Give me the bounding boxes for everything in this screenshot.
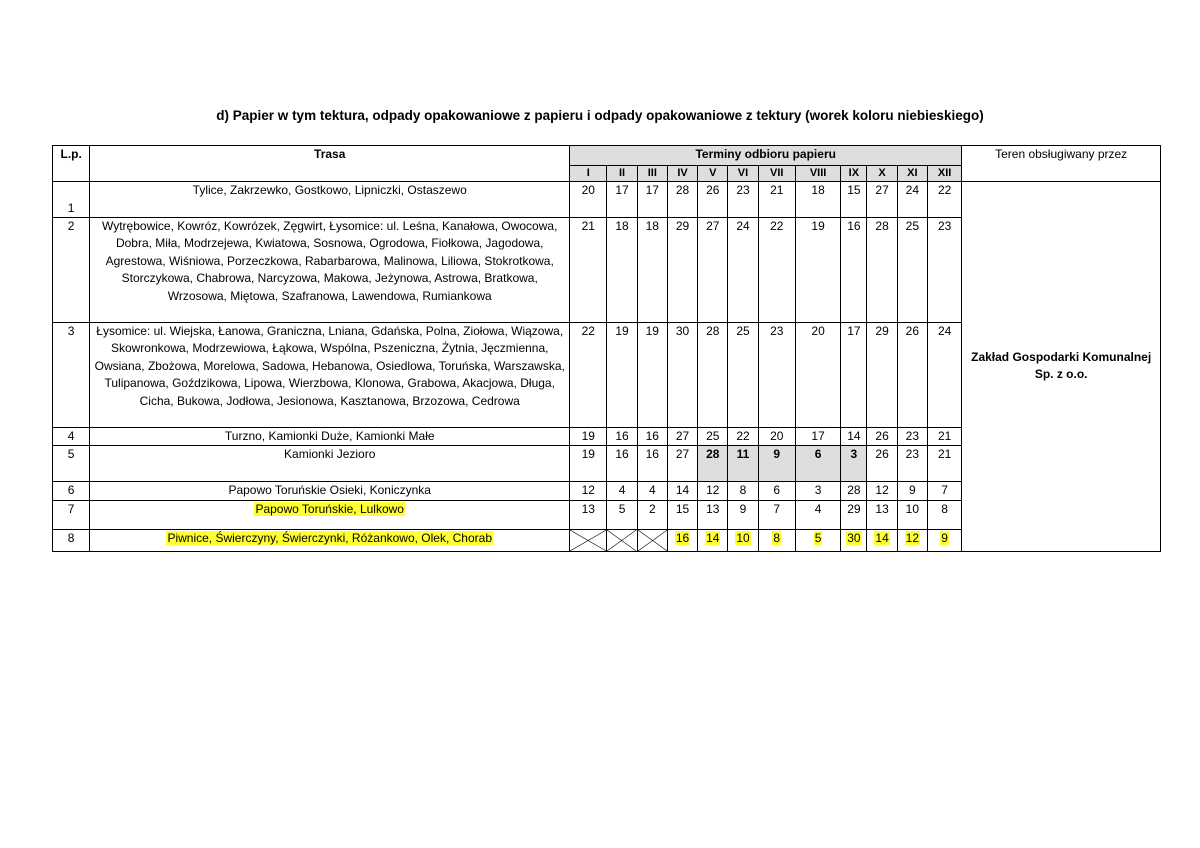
crossed-out-cell: [570, 529, 607, 551]
date-cell: [667, 529, 697, 551]
row-number: 5: [53, 446, 90, 482]
date-cell: [667, 500, 697, 529]
date-value: 23: [770, 324, 784, 338]
date-cell: [867, 500, 897, 529]
date-value: 18: [645, 219, 659, 233]
date-cell: [607, 500, 637, 529]
header-terminy: Terminy odbioru papieru: [570, 146, 962, 166]
date-cell: [841, 500, 867, 529]
date-value: 23: [736, 183, 750, 197]
date-cell: [667, 482, 697, 500]
route-text: Wytrębowice, Kowróz, Kowrózek, Zęgwirt, Łysomice: ul. Leśna, Kanałowa, Owocowa, Dobra, Miła, Modrzejewa, Kwiatowa, Sosnowa, Ogrodowa, Fiołkowa, Jagodowa, Agrestowa, Wiśniowa, Porzeczkowa, Rabarbarowa, Malinowa, Liliowa, Stokrotkowa, Storczykowa, Chabrowa, Narcyzowa, Makowa, Jeżynowa, Astrowa, Bratkowa, Wrzosowa, Miętowa, Szafranowa, Lawendowa, Rumiankowa: [102, 219, 558, 303]
month-header: VI: [728, 166, 758, 182]
date-cell: [897, 428, 927, 446]
date-value: 19: [645, 324, 659, 338]
date-value: 23: [905, 429, 919, 443]
date-value: 10: [736, 530, 750, 545]
date-cell: [795, 218, 840, 323]
date-value: 25: [905, 219, 919, 233]
row-number: 4: [53, 428, 90, 446]
date-value: 21: [770, 183, 784, 197]
date-value: 28: [706, 447, 720, 462]
page-title: d) Papier w tym tektura, odpady opakowaniowe z papieru i odpady opakowaniowe z tektury (worek koloru niebieskiego): [216, 108, 984, 123]
date-value: 17: [811, 429, 825, 443]
month-header: II: [607, 166, 637, 182]
crossed-out-cell: [637, 529, 667, 551]
date-value: 7: [773, 501, 781, 516]
date-value: 26: [875, 429, 889, 443]
date-value: 16: [645, 429, 659, 443]
date-cell: [728, 218, 758, 323]
date-cell: [728, 482, 758, 500]
date-value: 29: [675, 219, 690, 233]
date-cell: [897, 323, 927, 428]
date-cell: [728, 323, 758, 428]
date-value: 29: [847, 501, 861, 516]
row-number: 8: [53, 529, 90, 551]
date-value: 26: [875, 447, 889, 462]
date-value: 22: [770, 219, 784, 233]
header-lp: L.p.: [53, 146, 90, 182]
date-cell: [897, 482, 927, 500]
date-value: 8: [739, 483, 747, 498]
date-value: 27: [675, 429, 690, 443]
date-cell: [698, 323, 728, 428]
date-value: 12: [875, 483, 889, 498]
date-cell: [667, 446, 697, 482]
date-cell: [637, 323, 667, 428]
date-cell: [867, 428, 897, 446]
cross-mark: [570, 530, 606, 551]
date-cell: [795, 323, 840, 428]
date-value: 6: [773, 483, 781, 498]
date-value: 20: [581, 183, 595, 197]
table-row: [53, 182, 1161, 218]
date-cell: [698, 529, 728, 551]
date-cell: [795, 500, 840, 529]
month-header: V: [698, 166, 728, 182]
date-cell: [758, 323, 795, 428]
row-number: 2: [53, 218, 90, 323]
date-value: 12: [581, 483, 595, 498]
date-value: 22: [581, 324, 595, 338]
route-cell: [90, 428, 570, 446]
date-value: 25: [736, 324, 750, 338]
date-value: 17: [615, 183, 629, 197]
cross-mark: [638, 530, 667, 551]
date-value: 24: [937, 324, 952, 338]
date-cell: [867, 182, 897, 218]
date-value: 25: [706, 429, 720, 443]
date-value: 29: [875, 324, 889, 338]
date-value: 28: [875, 219, 889, 233]
date-cell: [698, 446, 728, 482]
header-trasa: Trasa: [90, 146, 570, 182]
date-cell: [570, 323, 607, 428]
date-value: 23: [905, 447, 919, 462]
date-value: 17: [645, 183, 659, 197]
date-cell: [758, 428, 795, 446]
date-cell: [728, 428, 758, 446]
route-cell: [90, 323, 570, 428]
date-value: 18: [615, 219, 629, 233]
date-value: 8: [941, 501, 948, 516]
route-cell: [90, 529, 570, 551]
date-value: 21: [581, 219, 595, 233]
date-cell: [795, 182, 840, 218]
date-cell: [897, 218, 927, 323]
month-header: VII: [758, 166, 795, 182]
date-cell: [841, 323, 867, 428]
date-cell: [927, 529, 961, 551]
date-cell: [927, 482, 961, 500]
date-value: 27: [675, 447, 690, 462]
date-cell: [570, 446, 607, 482]
date-value: 30: [675, 324, 690, 338]
date-cell: [758, 500, 795, 529]
date-value: 13: [875, 501, 889, 516]
date-cell: [570, 482, 607, 500]
date-cell: [867, 529, 897, 551]
date-cell: [728, 529, 758, 551]
route-text: Papowo Toruńskie, Lulkowo: [255, 501, 404, 516]
date-value: 12: [706, 483, 720, 498]
date-cell: [758, 482, 795, 500]
date-cell: [897, 182, 927, 218]
cross-mark: [607, 530, 636, 551]
date-value: 19: [581, 447, 595, 462]
month-header: I: [570, 166, 607, 182]
route-cell: [90, 218, 570, 323]
row-number: 1: [53, 182, 90, 218]
header-teren: Teren obsługiwany przez: [962, 146, 1161, 182]
date-value: 7: [941, 483, 948, 498]
date-cell: [867, 218, 897, 323]
month-header: III: [637, 166, 667, 182]
route-text: Tylice, Zakrzewko, Gostkowo, Lipniczki, Ostaszewo: [192, 183, 467, 197]
date-cell: [927, 500, 961, 529]
date-value: 9: [739, 501, 747, 516]
route-text: Łysomice: ul. Wiejska, Łanowa, Graniczna, Lniana, Gdańska, Polna, Ziołowa, Wiązowa, Skowronkowa, Modrzewiowa, Łąkowa, Wspólna, Pszeniczna, Żytnia, Jęczmienna, Owsiana, Zbożowa, Morelowa, Sadowa, Hebanowa, Osiedlowa, Toruńska, Warszawska, Tulipanowa, Goździkowa, Lipowa, Wierzbowa, Klonowa, Grabowa, Akacjowa, Długa, Cicha, Bukowa, Jodłowa, Jesionowa, Kasztanowa, Brzozowa, Cedrowa: [94, 324, 565, 408]
date-cell: [795, 428, 840, 446]
date-value: 16: [847, 219, 861, 233]
date-cell: [897, 500, 927, 529]
date-cell: [867, 323, 897, 428]
date-cell: [637, 446, 667, 482]
date-value: 22: [937, 183, 952, 197]
date-value: 24: [736, 219, 750, 233]
date-cell: [667, 428, 697, 446]
date-value: 15: [847, 183, 861, 197]
date-cell: [698, 428, 728, 446]
crossed-out-cell: [607, 529, 637, 551]
date-cell: [927, 218, 961, 323]
date-value: 4: [814, 501, 822, 516]
date-value: 19: [811, 219, 825, 233]
row-number: 6: [53, 482, 90, 500]
date-cell: [758, 218, 795, 323]
date-value: 23: [937, 219, 952, 233]
date-value: 20: [811, 324, 825, 338]
route-cell: [90, 500, 570, 529]
date-cell: [637, 182, 667, 218]
date-cell: [698, 482, 728, 500]
date-value: 26: [905, 324, 919, 338]
date-value: 16: [645, 447, 659, 462]
date-cell: [927, 428, 961, 446]
date-value: 20: [770, 429, 784, 443]
date-cell: [607, 182, 637, 218]
date-cell: [841, 446, 867, 482]
date-value: 28: [706, 324, 720, 338]
month-header: VIII: [795, 166, 840, 182]
date-value: 6: [814, 447, 822, 462]
date-value: 9: [908, 483, 916, 498]
date-cell: [637, 482, 667, 500]
date-cell: [841, 428, 867, 446]
month-header: IX: [841, 166, 867, 182]
date-cell: [607, 218, 637, 323]
date-cell: [698, 500, 728, 529]
date-cell: [867, 482, 897, 500]
date-cell: [927, 182, 961, 218]
date-cell: [607, 482, 637, 500]
date-value: 27: [875, 183, 889, 197]
date-cell: [927, 323, 961, 428]
date-value: 19: [581, 429, 595, 443]
date-cell: [841, 182, 867, 218]
row-number: 3: [53, 323, 90, 428]
date-cell: [728, 446, 758, 482]
date-value: 5: [814, 530, 822, 545]
date-cell: [758, 446, 795, 482]
date-value: 13: [706, 501, 720, 516]
date-value: 22: [736, 429, 750, 443]
month-header: XI: [897, 166, 927, 182]
date-value: 14: [875, 530, 889, 545]
date-cell: [841, 218, 867, 323]
date-cell: [867, 446, 897, 482]
date-value: 27: [706, 219, 720, 233]
date-value: 8: [773, 530, 781, 545]
date-cell: [698, 218, 728, 323]
date-cell: [570, 500, 607, 529]
date-value: 4: [648, 483, 656, 498]
route-text: Piwnice, Świerczyny, Świerczynki, Różankowo, Olek, Chorab: [167, 530, 492, 545]
date-cell: [927, 446, 961, 482]
date-cell: [570, 428, 607, 446]
date-cell: [667, 218, 697, 323]
date-cell: [841, 482, 867, 500]
date-cell: [607, 323, 637, 428]
date-value: 15: [675, 501, 690, 516]
date-cell: [667, 323, 697, 428]
date-value: 14: [706, 530, 720, 545]
date-value: 9: [773, 447, 781, 462]
date-value: 9: [941, 530, 948, 545]
date-value: 14: [675, 483, 690, 498]
date-value: 3: [850, 447, 858, 462]
row-number: 7: [53, 500, 90, 529]
date-value: 24: [905, 183, 919, 197]
date-value: 5: [618, 501, 626, 516]
month-header: X: [867, 166, 897, 182]
route-text: Papowo Toruńskie Osieki, Koniczynka: [228, 483, 431, 498]
route-text: Turzno, Kamionki Duże, Kamionki Małe: [224, 429, 435, 443]
date-cell: [698, 182, 728, 218]
month-header: XII: [927, 166, 961, 182]
date-cell: [841, 529, 867, 551]
date-value: 12: [905, 530, 919, 545]
date-value: 14: [847, 429, 861, 443]
date-cell: [637, 500, 667, 529]
date-value: 30: [847, 530, 861, 545]
month-header: IV: [667, 166, 697, 182]
date-value: 21: [937, 447, 952, 462]
date-value: 11: [736, 447, 750, 462]
date-cell: [758, 182, 795, 218]
date-value: 26: [706, 183, 720, 197]
collection-schedule-table: [52, 145, 1161, 552]
date-value: 13: [581, 501, 595, 516]
date-value: 18: [811, 183, 825, 197]
date-value: 17: [847, 324, 861, 338]
date-value: 19: [615, 324, 629, 338]
date-cell: [607, 446, 637, 482]
date-cell: [728, 182, 758, 218]
date-value: 16: [675, 530, 690, 545]
date-value: 21: [937, 429, 952, 443]
date-cell: [728, 500, 758, 529]
date-value: 28: [675, 183, 690, 197]
date-cell: [570, 218, 607, 323]
date-value: 2: [648, 501, 656, 516]
date-cell: [570, 182, 607, 218]
date-cell: [667, 182, 697, 218]
route-cell: [90, 482, 570, 500]
route-cell: [90, 446, 570, 482]
date-cell: [795, 529, 840, 551]
date-cell: [607, 428, 637, 446]
route-cell: [90, 182, 570, 218]
date-value: 16: [615, 429, 629, 443]
date-cell: [897, 446, 927, 482]
date-cell: [897, 529, 927, 551]
date-value: 4: [618, 483, 626, 498]
date-value: 16: [615, 447, 629, 462]
date-cell: [795, 446, 840, 482]
date-value: 10: [905, 501, 919, 516]
route-text: Kamionki Jezioro: [284, 447, 376, 462]
date-cell: [637, 428, 667, 446]
date-cell: [758, 529, 795, 551]
date-cell: [795, 482, 840, 500]
service-provider: Zakład Gospodarki Komunalnej Sp. z o.o.: [962, 182, 1161, 552]
date-value: 28: [847, 483, 861, 498]
date-cell: [637, 218, 667, 323]
date-value: 3: [814, 483, 822, 498]
